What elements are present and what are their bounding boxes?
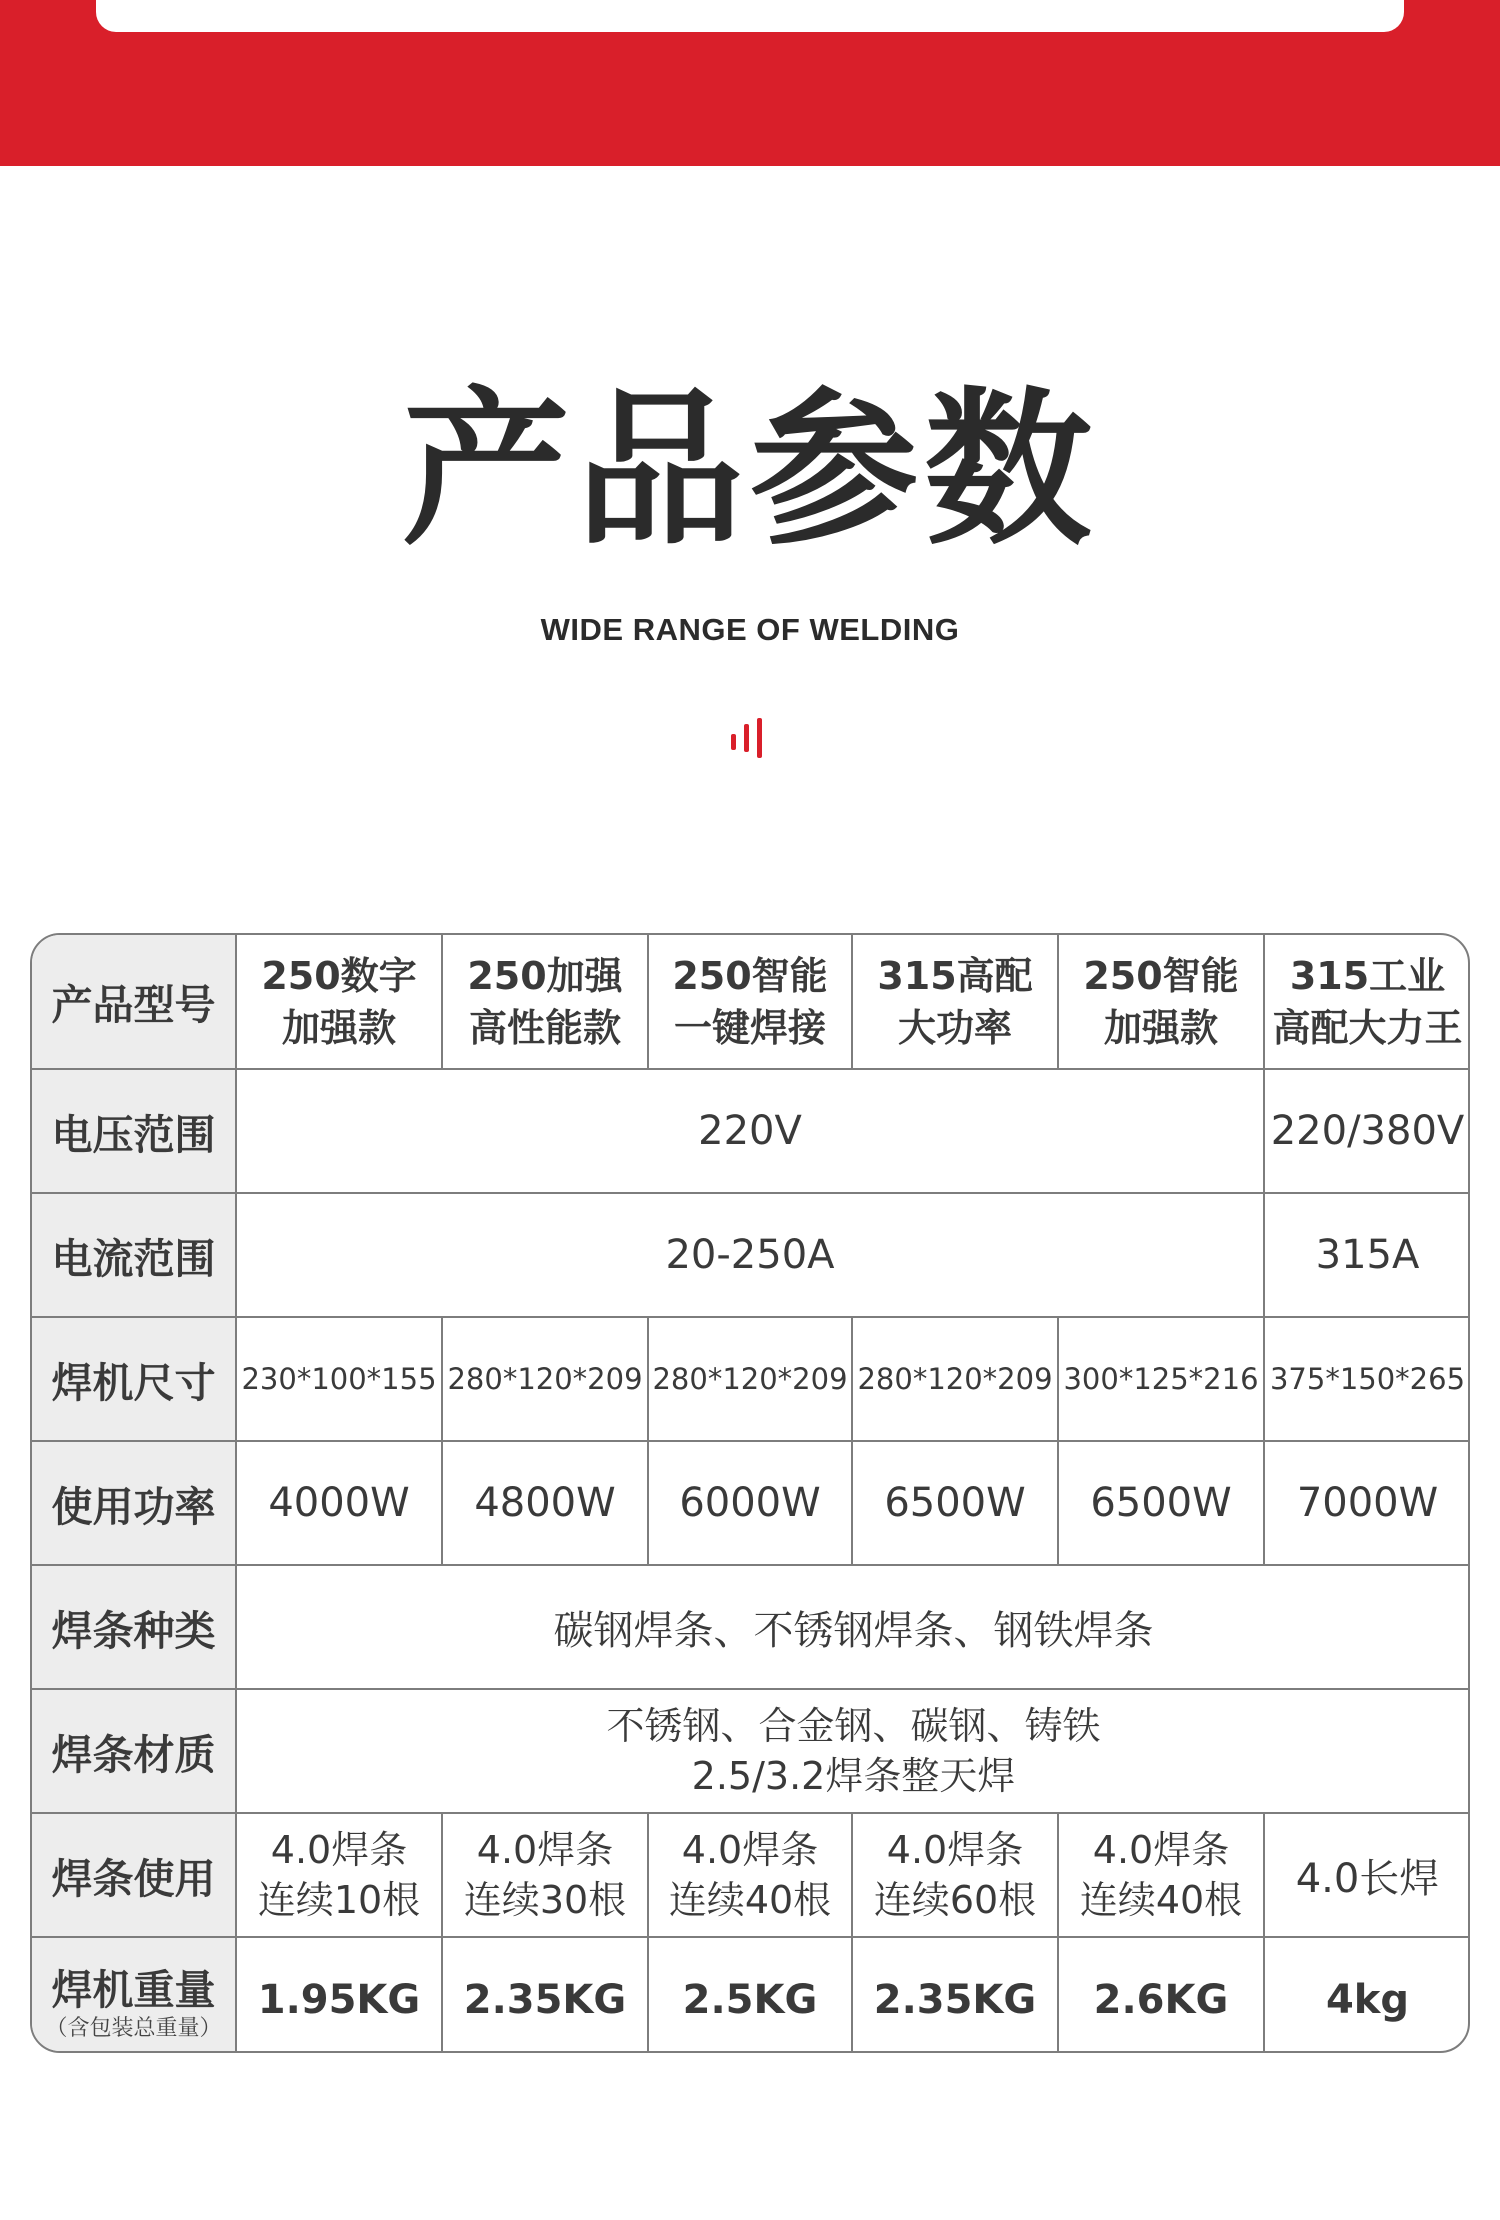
table-row-current: [32, 1193, 1470, 1317]
model-cell: 315工业 高配大力王: [1264, 935, 1470, 1069]
table-row-size: [32, 1317, 1470, 1441]
row-label-current: 电流范围: [32, 1193, 236, 1317]
voltage-last-value: 220/380V: [1264, 1069, 1470, 1193]
rod-type-value: 碳钢焊条、不锈钢焊条、钢铁焊条: [236, 1565, 1470, 1689]
rod-usage-cell: 4.0焊条 连续40根: [1058, 1813, 1264, 1937]
size-cell: 230*100*155: [236, 1317, 442, 1441]
model-cell: 250智能 一键焊接: [648, 935, 852, 1069]
row-label-rod-material: 焊条材质: [32, 1689, 236, 1813]
weight-cell: 2.5KG: [648, 1937, 852, 2053]
size-cell: 280*120*209: [442, 1317, 648, 1441]
row-label-model: 产品型号: [32, 935, 236, 1069]
size-cell: 280*120*209: [852, 1317, 1058, 1441]
table-row-rod-type: [32, 1565, 1470, 1689]
row-label-rod-type: 焊条种类: [32, 1565, 236, 1689]
table-row-model: [32, 935, 1470, 1069]
power-cell: 6500W: [1058, 1441, 1264, 1565]
weight-cell: 2.35KG: [442, 1937, 648, 2053]
rod-usage-last: 4.0长焊: [1264, 1813, 1470, 1937]
voltage-shared-value: 220V: [236, 1069, 1264, 1193]
size-cell: 375*150*265: [1264, 1317, 1470, 1441]
rod-usage-cell: 4.0焊条 连续30根: [442, 1813, 648, 1937]
row-label-power: 使用功率: [32, 1441, 236, 1565]
size-cell: 300*125*216: [1058, 1317, 1264, 1441]
table-row-rod-usage: [32, 1813, 1470, 1937]
row-label-weight: 焊机重量 （含包装总重量）: [32, 1937, 236, 2053]
model-cell: 315高配 大功率: [852, 935, 1058, 1069]
size-cell: 280*120*209: [648, 1317, 852, 1441]
spec-table: [30, 933, 1470, 2053]
power-cell: 6000W: [648, 1441, 852, 1565]
table-row-voltage: [32, 1069, 1470, 1193]
power-cell: 7000W: [1264, 1441, 1470, 1565]
table-row-weight: [32, 1937, 1470, 2053]
rod-material-value: 不锈钢、合金钢、碳钢、铸铁 2.5/3.2焊条整天焊: [236, 1689, 1470, 1813]
model-cell: 250数字 加强款: [236, 935, 442, 1069]
page-subtitle: WIDE RANGE OF WELDING: [540, 612, 960, 647]
current-shared-value: 20-250A: [236, 1193, 1264, 1317]
row-label-rod-usage: 焊条使用: [32, 1813, 236, 1937]
weight-cell: 4kg: [1264, 1937, 1470, 2053]
weight-cell: 1.95KG: [236, 1937, 442, 2053]
table-row-rod-material: [32, 1689, 1470, 1813]
signal-bars-icon: [728, 714, 772, 758]
model-cell: 250智能 加强款: [1058, 935, 1264, 1069]
rod-usage-cell: 4.0焊条 连续40根: [648, 1813, 852, 1937]
weight-cell: 2.6KG: [1058, 1937, 1264, 2053]
rod-usage-cell: 4.0焊条 连续60根: [852, 1813, 1058, 1937]
weight-note: （含包装总重量）: [45, 2016, 222, 2041]
row-label-size: 焊机尺寸: [32, 1317, 236, 1441]
power-cell: 4000W: [236, 1441, 442, 1565]
row-label-voltage: 电压范围: [32, 1069, 236, 1193]
page-title: 产品参数: [402, 372, 1098, 568]
power-cell: 4800W: [442, 1441, 648, 1565]
top-white-card: [96, 0, 1404, 32]
table-row-power: [32, 1441, 1470, 1565]
current-last-value: 315A: [1264, 1193, 1470, 1317]
model-cell: 250加强 高性能款: [442, 935, 648, 1069]
weight-cell: 2.35KG: [852, 1937, 1058, 2053]
power-cell: 6500W: [852, 1441, 1058, 1565]
rod-usage-cell: 4.0焊条 连续10根: [236, 1813, 442, 1937]
